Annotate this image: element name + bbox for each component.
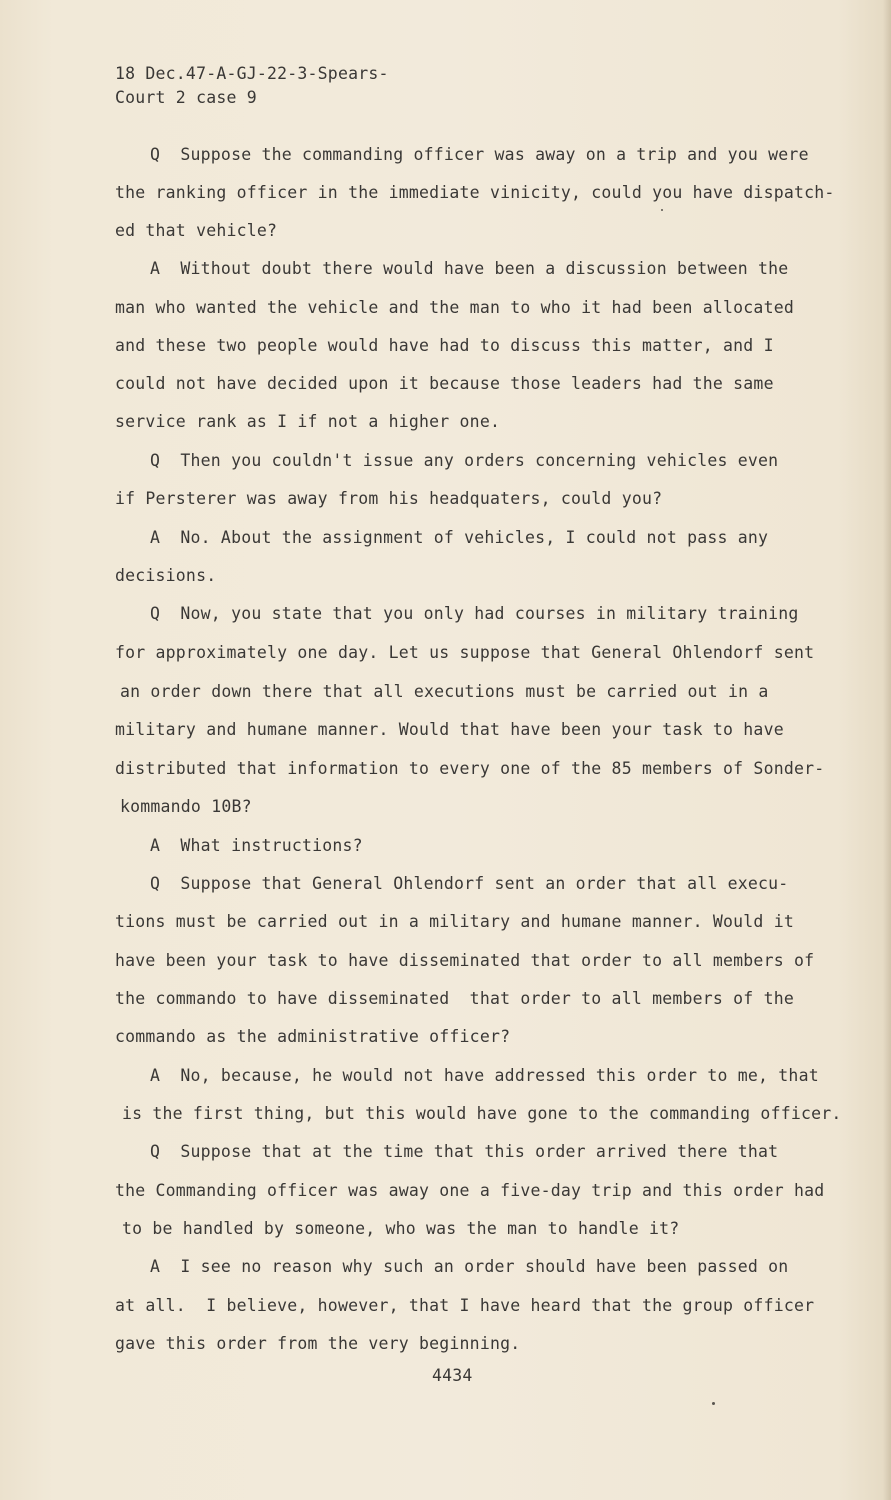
header-line-1: 18 Dec.47-A-GJ-22-3-Spears- [115,64,389,83]
body-line: A Without doubt there would have been a discussion between the [150,259,789,278]
body-line: Q Suppose that at the time that this order arrived there that [150,1142,779,1161]
body-line: for approximately one day. Let us suppose that General Ohlendorf sent [115,643,815,662]
body-line: an order down there that all executions must be carried out in a [120,682,769,701]
body-line: the ranking officer in the immediate vinicity, could you have dispatch- [115,183,835,202]
body-line: tions must be carried out in a military and humane manner. Would it [115,912,794,931]
ink-speck-mark [712,1402,715,1405]
body-line: ed that vehicle? [115,221,278,240]
body-line: distributed that information to every one of the 85 members of Sonder- [115,759,825,778]
body-line: man who wanted the vehicle and the man to who it had been allocated [115,298,794,317]
body-line: the commando to have disseminated that order to all members of the [115,989,794,1008]
page-edge-shadow [883,0,891,1500]
header-line-2: Court 2 case 9 [115,88,257,107]
body-line: is the first thing, but this would have gone to the commanding officer. [122,1104,842,1123]
body-line: if Persterer was away from his headquaters, could you? [115,489,663,508]
body-line: the Commanding officer was away one a five-day trip and this order had [115,1181,825,1200]
body-line: decisions. [115,566,217,585]
body-line: Q Suppose that General Ohlendorf sent an order that all execu- [150,874,789,893]
body-line: to be handled by someone, who was the man to handle it? [122,1219,680,1238]
body-line: could not have decided upon it because those leaders had the same [115,374,774,393]
body-line: A What instructions? [150,836,363,855]
body-line: service rank as I if not a higher one. [115,412,501,431]
body-line: Q Now, you state that you only had courses in military training [150,604,799,623]
ink-speck-mark [661,209,663,211]
page-number: 4434 [432,1366,473,1385]
body-line: at all. I believe, however, that I have heard that the group officer [115,1296,815,1315]
body-line: gave this order from the very beginning. [115,1334,521,1353]
body-line: have been your task to have disseminated that order to all members of [115,951,815,970]
body-line: Q Then you couldn't issue any orders concerning vehicles even [150,451,779,470]
body-line: and these two people would have had to discuss this matter, and I [115,336,774,355]
body-line: A I see no reason why such an order should have been passed on [150,1257,789,1276]
body-line: commando as the administrative officer? [115,1027,511,1046]
body-line: Q Suppose the commanding officer was away on a trip and you were [150,145,809,164]
body-line: A No, because, he would not have addressed this order to me, that [150,1066,819,1085]
body-line: kommando 10B? [120,797,252,816]
body-line: military and humane manner. Would that have been your task to have [115,720,784,739]
body-line: A No. About the assignment of vehicles, I could not pass any [150,528,769,547]
